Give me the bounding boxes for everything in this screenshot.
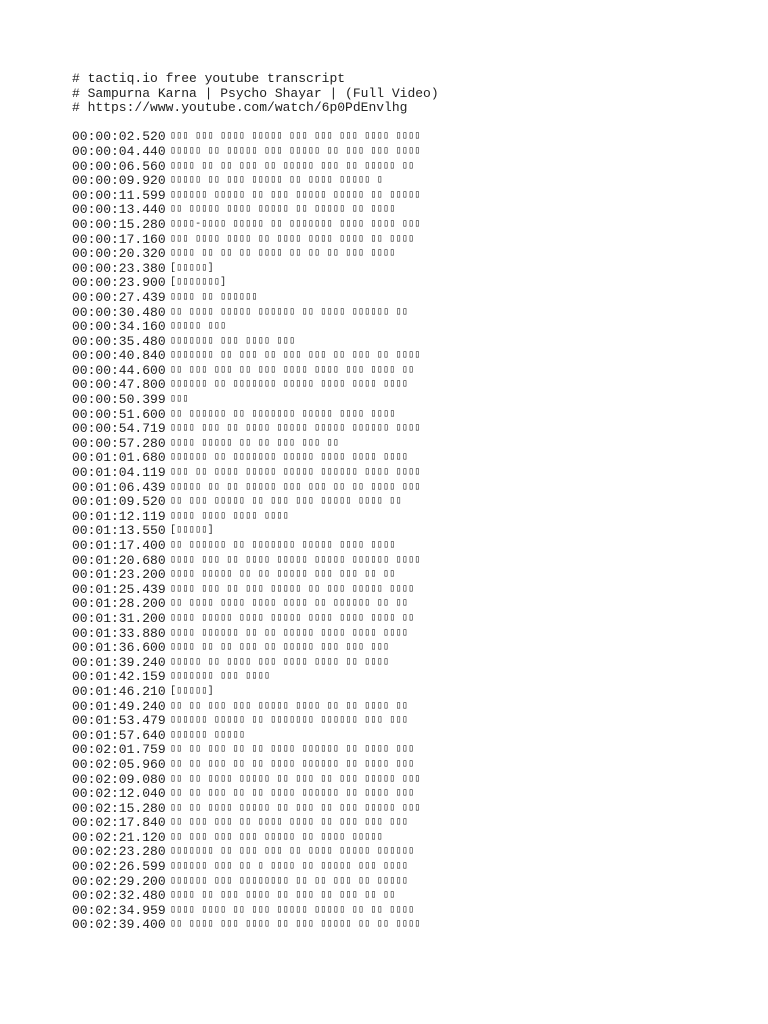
timestamp: 00:00:44.600 [72, 363, 166, 378]
caption-text: ▯▯▯▯▯▯ ▯▯▯▯▯ ▯▯ ▯▯▯▯▯▯▯ ▯▯▯▯▯▯ ▯▯▯ ▯▯▯ [170, 715, 409, 727]
caption-text: ▯▯▯▯▯▯ ▯▯ ▯▯▯▯▯▯▯ ▯▯▯▯▯ ▯▯▯▯ ▯▯▯▯ ▯▯▯▯ [170, 452, 409, 464]
transcript-line [72, 481, 728, 496]
caption-text: ▯▯▯▯ ▯▯▯▯ ▯▯ ▯▯▯ ▯▯▯▯▯ ▯▯▯▯▯ ▯▯ ▯▯ ▯▯▯▯ [170, 904, 415, 916]
transcript-line [72, 451, 728, 466]
transcript-line [72, 335, 728, 350]
transcript-line [72, 743, 728, 758]
caption-text: ▯▯▯▯ ▯▯▯ ▯▯ ▯▯▯▯ ▯▯▯▯▯ ▯▯▯▯▯ ▯▯▯▯▯▯ ▯▯▯▯ [170, 554, 421, 566]
caption-text: [▯▯▯▯▯] [170, 525, 214, 537]
timestamp: 00:02:32.480 [72, 889, 166, 904]
transcript-line [72, 203, 728, 218]
header-video-url: # https://www.youtube.com/watch/6p0PdEnvlhg [72, 101, 408, 116]
timestamp: 00:01:53.479 [72, 714, 166, 729]
timestamp: 00:00:54.719 [72, 422, 166, 437]
timestamp: 00:00:50.399 [72, 393, 166, 408]
transcript-line [72, 700, 728, 715]
header-spacer [72, 116, 728, 131]
caption-text: ▯▯ ▯▯▯▯▯▯ ▯▯ ▯▯▯▯▯▯▯ ▯▯▯▯▯ ▯▯▯▯ ▯▯▯▯ [170, 408, 396, 420]
transcript-line [72, 291, 728, 306]
timestamp: 00:01:17.400 [72, 539, 166, 553]
timestamp: 00:02:15.280 [72, 801, 166, 816]
transcript-line [72, 612, 728, 627]
caption-text: ▯▯▯▯▯▯▯ ▯▯▯ ▯▯▯▯ ▯▯▯ [170, 335, 296, 347]
caption-text: ▯▯▯ [170, 394, 189, 406]
caption-text: ▯▯▯▯ ▯▯▯▯▯▯ ▯▯ ▯▯ ▯▯▯▯▯ ▯▯▯▯ ▯▯▯▯ ▯▯▯▯ [170, 627, 409, 639]
transcript-line [72, 437, 728, 452]
transcript-line [72, 656, 728, 671]
transcript-line [72, 349, 728, 364]
caption-text: ▯▯▯▯▯▯▯ ▯▯ ▯▯▯ ▯▯ ▯▯▯ ▯▯▯ ▯▯ ▯▯▯ ▯▯ ▯▯▯▯ [170, 350, 421, 362]
timestamp: 00:00:06.560 [72, 159, 166, 174]
header-tool-line: # tactiq.io free youtube transcript [72, 72, 346, 86]
timestamp: 00:01:20.680 [72, 553, 166, 568]
timestamp: 00:02:21.120 [72, 830, 166, 845]
transcript-line [72, 306, 728, 321]
timestamp: 00:02:12.040 [72, 787, 166, 802]
caption-text: [▯▯▯▯▯▯▯] [170, 277, 227, 289]
transcript-line [72, 364, 728, 379]
caption-text: ▯▯▯▯ ▯▯ ▯▯▯ ▯▯▯▯ ▯▯ ▯▯▯ ▯▯ ▯▯▯ ▯▯ ▯▯ [170, 890, 396, 902]
caption-text: ▯▯▯ ▯▯▯▯ ▯▯▯▯ ▯▯ ▯▯▯▯ ▯▯▯▯ ▯▯▯▯ ▯▯ ▯▯▯▯ [170, 233, 415, 245]
transcript-line [72, 466, 728, 481]
timestamp: 00:00:15.280 [72, 217, 166, 232]
caption-text: ▯▯▯▯▯▯▯ ▯▯ ▯▯▯ ▯▯▯ ▯▯ ▯▯▯▯ ▯▯▯▯▯ ▯▯▯▯▯▯ [170, 846, 415, 858]
transcript-line [72, 787, 728, 802]
transcript-line [72, 247, 728, 262]
caption-text: ▯▯ ▯▯▯ ▯▯▯ ▯▯ ▯▯▯ ▯▯▯▯ ▯▯▯▯ ▯▯▯ ▯▯▯▯ ▯▯ [170, 364, 415, 376]
transcript-line [72, 218, 728, 233]
timestamp: 00:02:17.840 [72, 816, 166, 831]
caption-text: [▯▯▯▯▯] [170, 262, 214, 274]
caption-text: ▯▯▯▯▯▯ ▯▯▯▯▯ [170, 729, 246, 741]
caption-text: ▯▯▯ ▯▯▯ ▯▯▯▯ ▯▯▯▯▯ ▯▯▯ ▯▯▯ ▯▯▯ ▯▯▯▯ ▯▯▯▯ [170, 131, 421, 143]
transcript-document [72, 72, 728, 933]
caption-text: ▯▯▯▯▯▯ ▯▯▯ ▯▯ ▯ ▯▯▯▯ ▯▯ ▯▯▯▯▯ ▯▯▯ ▯▯▯▯ [170, 861, 409, 873]
transcript-line [72, 539, 728, 554]
caption-text: ▯▯ ▯▯ ▯▯▯▯ ▯▯▯▯▯ ▯▯ ▯▯▯ ▯▯ ▯▯▯ ▯▯▯▯▯ ▯▯▯ [170, 773, 421, 785]
timestamp: 00:00:23.380 [72, 261, 166, 276]
caption-text: ▯▯▯▯▯ ▯▯ ▯▯▯▯ ▯▯▯ ▯▯▯▯ ▯▯▯▯ ▯▯ ▯▯▯▯ [170, 656, 390, 668]
timestamp: 00:00:11.599 [72, 188, 166, 203]
caption-text: ▯▯▯▯▯▯▯ ▯▯▯ ▯▯▯▯ [170, 671, 271, 683]
timestamp: 00:00:40.840 [72, 349, 166, 364]
timestamp: 00:01:13.550 [72, 524, 166, 539]
caption-text: ▯▯ ▯▯ ▯▯▯ ▯▯ ▯▯ ▯▯▯▯ ▯▯▯▯▯▯ ▯▯ ▯▯▯▯ ▯▯▯ [170, 744, 415, 756]
transcript-line [72, 160, 728, 175]
timestamp: 00:02:01.759 [72, 743, 166, 758]
caption-text: ▯▯ ▯▯▯ ▯▯▯▯▯ ▯▯ ▯▯▯ ▯▯▯ ▯▯▯▯▯ ▯▯▯▯ ▯▯ [170, 496, 402, 508]
transcript-line [72, 597, 728, 612]
caption-text: ▯▯▯▯ ▯▯▯▯▯ ▯▯▯▯ ▯▯▯▯▯ ▯▯▯▯ ▯▯▯▯ ▯▯▯▯ ▯▯ [170, 612, 415, 624]
caption-text: ▯▯▯ ▯▯ ▯▯▯▯ ▯▯▯▯▯ ▯▯▯▯▯ ▯▯▯▯▯▯ ▯▯▯▯ ▯▯▯▯ [170, 467, 421, 479]
timestamp: 00:00:17.160 [72, 232, 166, 247]
transcript-line [72, 408, 728, 423]
caption-text: ▯▯ ▯▯▯ ▯▯▯ ▯▯ ▯▯▯▯ ▯▯▯▯ ▯▯ ▯▯▯ ▯▯▯ ▯▯▯ [170, 817, 409, 829]
timestamp: 00:00:04.440 [72, 144, 166, 159]
transcript-line [72, 641, 728, 656]
transcript-line [72, 875, 728, 890]
timestamp: 00:00:51.600 [72, 407, 166, 422]
caption-text: ▯▯▯▯ ▯▯▯▯ ▯▯▯▯ ▯▯▯▯ [170, 510, 290, 522]
caption-text: ▯▯▯▯-▯▯▯▯ ▯▯▯▯▯ ▯▯ ▯▯▯▯▯▯▯ ▯▯▯▯ ▯▯▯▯ ▯▯▯ [170, 218, 421, 230]
caption-text: ▯▯▯▯ ▯▯ ▯▯ ▯▯ ▯▯▯▯ ▯▯ ▯▯ ▯▯ ▯▯▯ ▯▯▯▯ [170, 248, 396, 260]
caption-text: ▯▯ ▯▯ ▯▯▯ ▯▯ ▯▯ ▯▯▯▯ ▯▯▯▯▯▯ ▯▯ ▯▯▯▯ ▯▯▯ [170, 758, 415, 770]
caption-text: ▯▯▯▯ ▯▯ ▯▯ ▯▯▯ ▯▯ ▯▯▯▯▯ ▯▯▯ ▯▯ ▯▯▯▯▯ ▯▯ [170, 160, 415, 172]
timestamp: 00:02:29.200 [72, 874, 166, 889]
caption-text: ▯▯▯▯▯ ▯▯ ▯▯▯ ▯▯▯▯▯ ▯▯ ▯▯▯▯ ▯▯▯▯▯ ▯ [170, 175, 384, 187]
timestamp: 00:01:04.119 [72, 466, 166, 481]
timestamp: 00:01:46.210 [72, 684, 166, 699]
timestamp: 00:00:23.900 [72, 276, 166, 291]
timestamp: 00:02:09.080 [72, 772, 166, 787]
transcript-line [72, 816, 728, 831]
caption-text: ▯▯▯▯ ▯▯▯▯▯ ▯▯ ▯▯ ▯▯▯ ▯▯▯ ▯▯ [170, 437, 340, 449]
timestamp: 00:00:35.480 [72, 334, 166, 349]
timestamp: 00:01:09.520 [72, 495, 166, 510]
transcript-line [72, 904, 728, 919]
timestamp: 00:01:49.240 [72, 699, 166, 714]
caption-text: ▯▯▯▯ ▯▯ ▯▯▯▯▯▯ [170, 291, 258, 303]
caption-text: ▯▯ ▯▯ ▯▯▯ ▯▯▯ ▯▯▯▯▯ ▯▯▯▯ ▯▯ ▯▯ ▯▯▯▯ ▯▯ [170, 700, 409, 712]
caption-text: ▯▯ ▯▯▯▯ ▯▯▯▯ ▯▯▯▯ ▯▯▯▯ ▯▯ ▯▯▯▯▯▯ ▯▯ ▯▯ [170, 598, 409, 610]
timestamp: 00:00:57.280 [72, 436, 166, 451]
timestamp: 00:02:39.400 [72, 918, 166, 933]
caption-text: ▯▯ ▯▯▯▯▯▯ ▯▯ ▯▯▯▯▯▯▯ ▯▯▯▯▯ ▯▯▯▯ ▯▯▯▯ [170, 540, 396, 551]
transcript-line [72, 393, 728, 408]
timestamp: 00:01:39.240 [72, 655, 166, 670]
transcript-line [72, 670, 728, 685]
transcript-line [72, 145, 728, 160]
transcript-line [72, 758, 728, 773]
caption-text: ▯▯▯▯▯ ▯▯ ▯▯ ▯▯▯▯▯ ▯▯▯ ▯▯▯ ▯▯ ▯▯ ▯▯▯▯ ▯▯▯ [170, 481, 421, 493]
transcript-list [72, 130, 728, 933]
transcript-line [72, 773, 728, 788]
transcript-line [72, 554, 728, 569]
timestamp: 00:01:33.880 [72, 626, 166, 641]
caption-text: ▯▯ ▯▯▯ ▯▯▯ ▯▯▯ ▯▯▯▯▯ ▯▯ ▯▯▯▯ ▯▯▯▯▯ [170, 831, 384, 843]
transcript-line [72, 583, 728, 598]
caption-text: ▯▯ ▯▯▯▯▯ ▯▯▯▯ ▯▯▯▯▯ ▯▯ ▯▯▯▯▯ ▯▯ ▯▯▯▯ [170, 204, 396, 216]
caption-text: [▯▯▯▯▯] [170, 685, 214, 697]
transcript-line [72, 845, 728, 860]
caption-text: ▯▯▯▯ ▯▯▯▯▯ ▯▯ ▯▯ ▯▯▯▯▯ ▯▯▯ ▯▯▯ ▯▯ ▯▯ [170, 569, 396, 581]
timestamp: 00:00:34.160 [72, 320, 166, 335]
transcript-line [72, 714, 728, 729]
timestamp: 00:00:27.439 [72, 290, 166, 305]
caption-text: ▯▯▯▯▯ ▯▯ ▯▯▯▯▯ ▯▯▯ ▯▯▯▯▯ ▯▯ ▯▯▯ ▯▯▯ ▯▯▯▯ [170, 145, 421, 157]
transcript-line [72, 130, 728, 145]
timestamp: 00:01:28.200 [72, 597, 166, 612]
timestamp: 00:01:01.680 [72, 451, 166, 466]
transcript-line [72, 422, 728, 437]
timestamp: 00:02:34.959 [72, 903, 166, 918]
transcript-line [72, 174, 728, 189]
transcript-line [72, 510, 728, 525]
timestamp: 00:01:36.600 [72, 641, 166, 656]
timestamp: 00:01:23.200 [72, 568, 166, 583]
transcript-line [72, 189, 728, 204]
transcript-line [72, 918, 728, 933]
timestamp: 00:00:13.440 [72, 203, 166, 218]
transcript-line [72, 889, 728, 904]
caption-text: ▯▯▯▯ ▯▯▯ ▯▯ ▯▯▯▯ ▯▯▯▯▯ ▯▯▯▯▯ ▯▯▯▯▯▯ ▯▯▯▯ [170, 423, 421, 435]
transcript-line [72, 233, 728, 248]
caption-text: ▯▯▯▯▯▯ ▯▯▯ ▯▯▯▯▯▯▯▯ ▯▯ ▯▯ ▯▯▯ ▯▯ ▯▯▯▯▯ [170, 875, 409, 887]
timestamp: 00:02:23.280 [72, 845, 166, 860]
transcript-line [72, 568, 728, 583]
transcript-line [72, 262, 728, 277]
caption-text: ▯▯▯▯▯▯ ▯▯▯▯▯ ▯▯ ▯▯▯ ▯▯▯▯▯ ▯▯▯▯▯ ▯▯ ▯▯▯▯▯ [170, 189, 421, 201]
timestamp: 00:00:20.320 [72, 247, 166, 262]
timestamp: 00:00:09.920 [72, 174, 166, 189]
timestamp: 00:00:02.520 [72, 130, 166, 145]
caption-text: ▯▯ ▯▯▯▯ ▯▯▯ ▯▯▯▯ ▯▯ ▯▯▯ ▯▯▯▯▯ ▯▯ ▯▯ ▯▯▯▯ [170, 919, 421, 931]
transcript-line [72, 860, 728, 875]
transcript-line [72, 320, 728, 335]
transcript-line [72, 495, 728, 510]
caption-text: ▯▯▯▯ ▯▯▯ ▯▯ ▯▯▯ ▯▯▯▯▯ ▯▯ ▯▯▯ ▯▯▯▯▯ ▯▯▯▯ [170, 583, 415, 595]
caption-text: ▯▯ ▯▯ ▯▯▯ ▯▯ ▯▯ ▯▯▯▯ ▯▯▯▯▯▯ ▯▯ ▯▯▯▯ ▯▯▯ [170, 788, 415, 800]
transcript-line [72, 378, 728, 393]
timestamp: 00:01:57.640 [72, 728, 166, 743]
transcript-line [72, 802, 728, 817]
timestamp: 00:01:25.439 [72, 582, 166, 597]
transcript-line [72, 685, 728, 700]
transcript-line [72, 627, 728, 642]
timestamp: 00:00:30.480 [72, 305, 166, 320]
timestamp: 00:02:05.960 [72, 757, 166, 772]
caption-text: ▯▯ ▯▯ ▯▯▯▯ ▯▯▯▯▯ ▯▯ ▯▯▯ ▯▯ ▯▯▯ ▯▯▯▯▯ ▯▯▯ [170, 802, 421, 814]
timestamp: 00:01:42.159 [72, 670, 166, 685]
transcript-line [72, 276, 728, 291]
timestamp: 00:01:06.439 [72, 480, 166, 495]
caption-text: ▯▯▯▯▯ ▯▯▯ [170, 321, 227, 333]
timestamp: 00:02:26.599 [72, 860, 166, 875]
caption-text: ▯▯ ▯▯▯▯ ▯▯▯▯▯ ▯▯▯▯▯▯ ▯▯ ▯▯▯▯ ▯▯▯▯▯▯ ▯▯ [170, 306, 409, 318]
transcript-line [72, 729, 728, 744]
transcript-line [72, 831, 728, 846]
caption-text: ▯▯▯▯▯▯ ▯▯ ▯▯▯▯▯▯▯ ▯▯▯▯▯ ▯▯▯▯ ▯▯▯▯ ▯▯▯▯ [170, 379, 409, 391]
transcript-line [72, 524, 728, 539]
timestamp: 00:01:31.200 [72, 611, 166, 626]
timestamp: 00:01:12.119 [72, 509, 166, 524]
timestamp: 00:00:47.800 [72, 378, 166, 393]
caption-text: ▯▯▯▯ ▯▯ ▯▯ ▯▯▯ ▯▯ ▯▯▯▯▯ ▯▯▯ ▯▯▯ ▯▯▯ [170, 642, 390, 654]
header-video-title: # Sampurna Karna | Psycho Shayar | (Full Video) [72, 86, 439, 101]
